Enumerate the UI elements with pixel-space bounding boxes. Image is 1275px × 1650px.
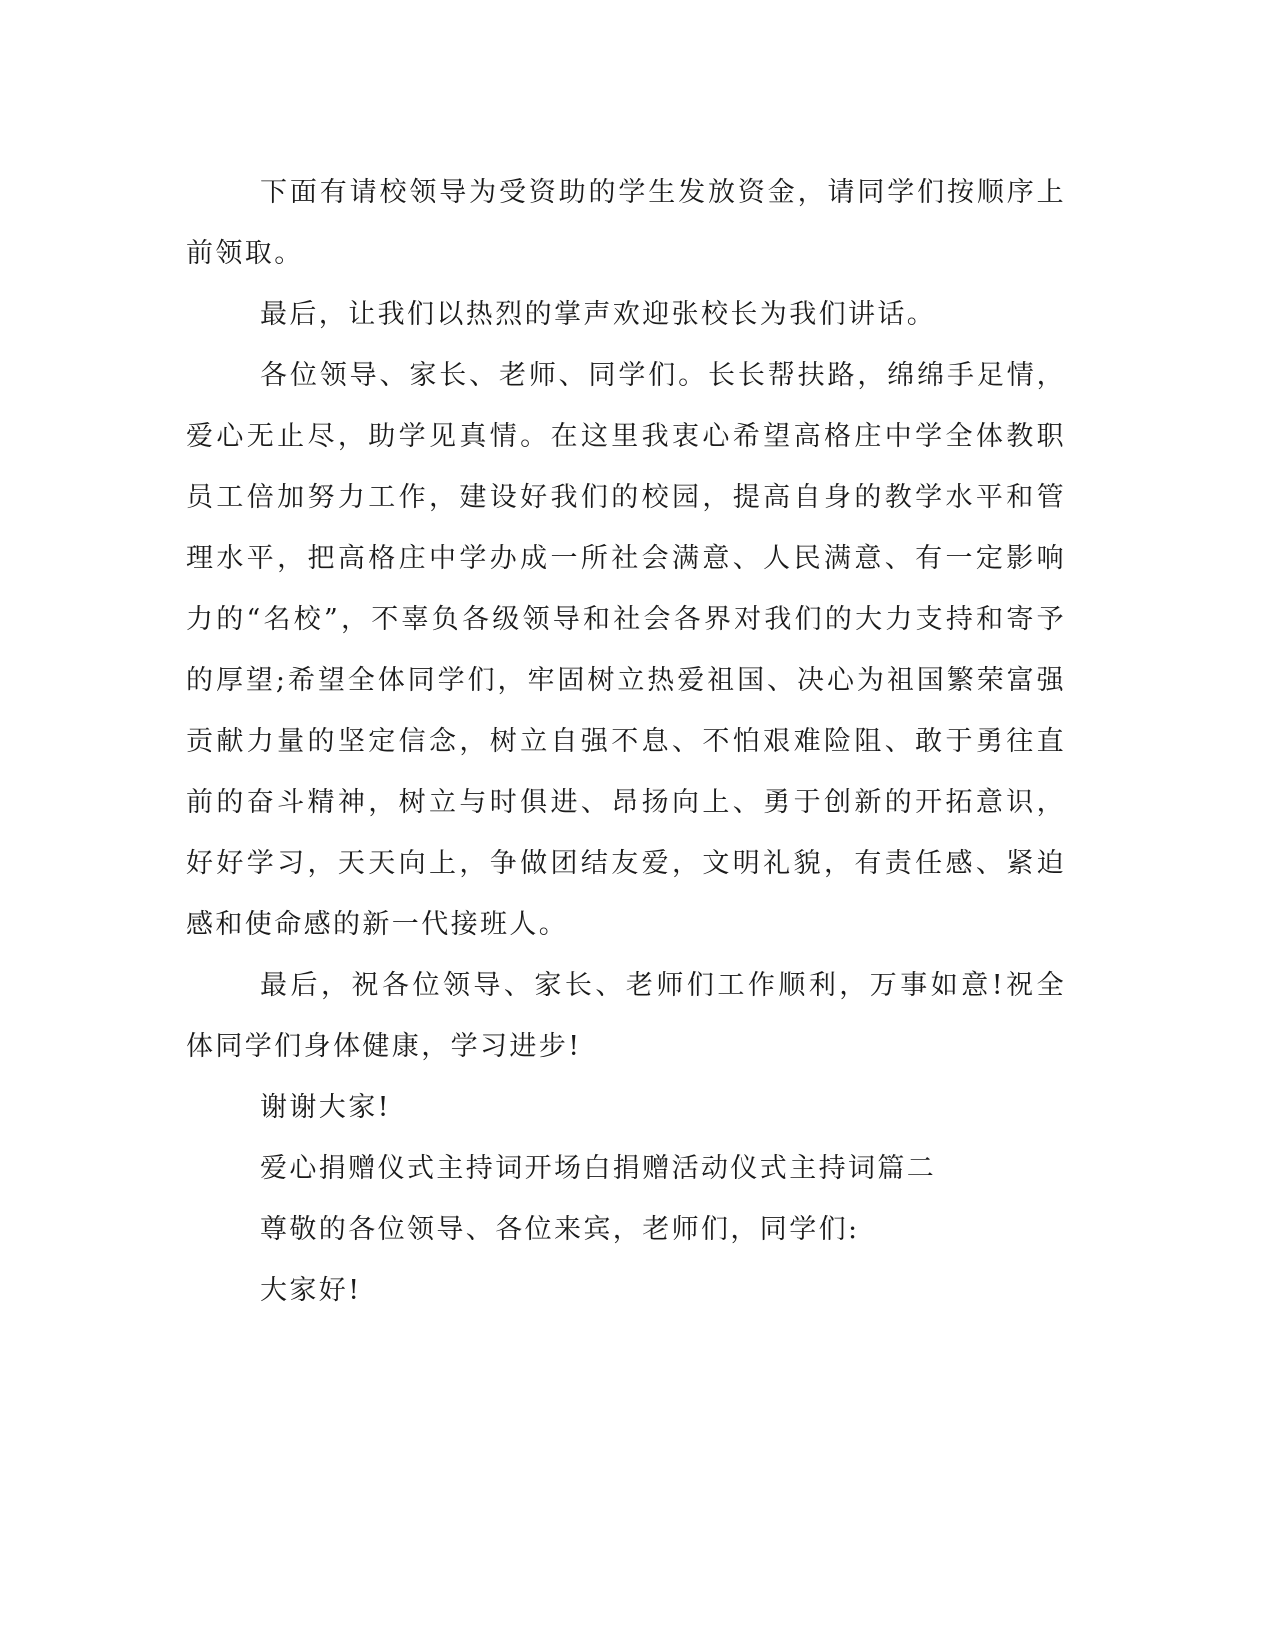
section-heading: 爱心捐赠仪式主持词开场白捐赠活动仪式主持词篇二 <box>260 1153 937 1184</box>
paragraph-distribute-funds: 下面有请校领导为受资助的学生发放资金，请同学们按顺序上前领取。 <box>186 177 1066 269</box>
paragraph-salutation: 尊敬的各位领导、各位来宾，老师们，同学们: <box>260 1214 860 1245</box>
paragraph-closing-wishes: 最后，祝各位领导、家长、老师们工作顺利，万事如意!祝全体同学们身体健康，学习进步! <box>186 970 1066 1062</box>
paragraph-greeting: 大家好! <box>260 1275 362 1306</box>
document-body <box>186 162 1066 1321</box>
paragraph-principal-speech: 各位领导、家长、老师、同学们。长长帮扶路，绵绵手足情，爱心无止尽，助学见真情。在这里我衷心希望高格庄中学全体教职员工倍加努力工作，建设好我们的校园，提高自身的教学水平和管理水平，把高格庄中学办成一所社会满意、人民满意、有一定影响力的“名校”，不辜负各级领导和社会各界对我们的大力支持和寄予的厚望;希望全体同学们，牢固树立热爱祖国、决心为祖国繁荣富强贡献力量的坚定信念，树立自强不息、不怕艰难险阻、敢于勇往直前的奋斗精神，树立与时俱进、昂扬向上、勇于创新的开拓意识，好好学习，天天向上，争做团结友爱，文明礼貌，有责任感、紧迫感和使命感的新一代接班人。 <box>186 360 1066 940</box>
paragraph-welcome-principal: 最后，让我们以热烈的掌声欢迎张校长为我们讲话。 <box>260 299 937 330</box>
paragraph-thanks: 谢谢大家! <box>260 1092 391 1123</box>
